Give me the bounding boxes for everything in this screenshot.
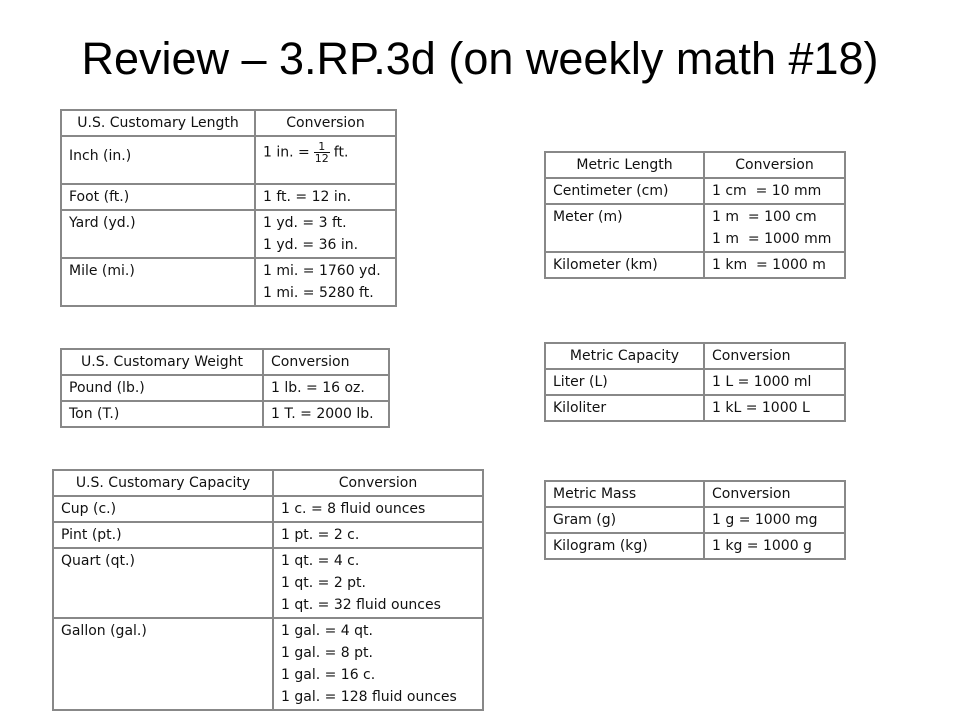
conversion-line: 1 m = 1000 mm [712,231,832,247]
table-header-row [545,343,845,369]
conversion-cell [255,136,396,184]
conversion-line: 1 qt. = 32 fluid ounces [281,597,441,613]
slide-title: Review – 3.RP.3d (on weekly math #18) [81,33,879,84]
table-row [545,369,845,395]
conversion-text: ft. [333,144,349,161]
unit-cell: Meter (m) [545,204,704,252]
unit-cell: Kilometer (km) [545,252,704,278]
table-row [61,375,389,401]
conversion-cell [273,548,483,618]
conversion-line: 1 g = 1000 mg [712,512,818,528]
conversion-cell [704,507,845,533]
unit-cell: Mile (mi.) [61,258,255,306]
table-row [545,533,845,559]
conversion-line: 1 gal. = 4 qt. [281,623,373,639]
column-header: U.S. Customary Weight [61,349,263,375]
unit-cell: Cup (c.) [53,496,273,522]
conversion-line: 1 L = 1000 ml [712,374,812,390]
table-row [61,184,396,210]
conversion-line: 1 T. = 2000 lb. [271,406,374,422]
column-header: Conversion [273,470,483,496]
conversion-line: 1 mi. = 1760 yd. [263,263,381,279]
unit-cell: Inch (in.) [61,136,255,184]
table-header-row [545,152,845,178]
table-row [545,204,845,252]
conversion-cell [263,375,389,401]
column-header: Conversion [255,110,396,136]
us-customary-capacity-table [52,469,484,711]
unit-cell: Pound (lb.) [61,375,263,401]
unit-cell: Ton (T.) [61,401,263,427]
conversion-line: 1 ft. = 12 in. [263,189,352,205]
table-row [545,178,845,204]
conversion-cell [255,210,396,258]
conversion-line: 1 kg = 1000 g [712,538,812,554]
table-row [545,507,845,533]
conversion-text: 1 in. = [263,144,310,161]
unit-cell: Yard (yd.) [61,210,255,258]
column-header: Conversion [704,343,845,369]
table-row [53,548,483,618]
conversion-cell [704,369,845,395]
fraction-denominator: 12 [314,152,329,165]
us-customary-weight-table [60,348,390,428]
unit-cell: Kilogram (kg) [545,533,704,559]
column-header: Conversion [704,481,845,507]
table-header-row [61,349,389,375]
conversion-line: 1 mi. = 5280 ft. [263,285,374,301]
conversion-cell [273,618,483,710]
table-row [61,258,396,306]
table-row [53,618,483,710]
column-header: Metric Capacity [545,343,704,369]
conversion-line: 1 pt. = 2 c. [281,527,360,543]
unit-cell: Liter (L) [545,369,704,395]
conversion-line: 1 gal. = 8 pt. [281,645,373,661]
unit-cell: Gram (g) [545,507,704,533]
column-header: Metric Length [545,152,704,178]
table-header-row [61,110,396,136]
table-row [61,210,396,258]
column-header: Metric Mass [545,481,704,507]
conversion-cell [273,522,483,548]
metric-mass-table [544,480,846,560]
unit-cell: Quart (qt.) [53,548,273,618]
unit-cell: Kiloliter [545,395,704,421]
conversion-line: 1 lb. = 16 oz. [271,380,365,396]
conversion-cell [255,184,396,210]
table-header-row [53,470,483,496]
table-row [61,136,396,184]
conversion-line: 1 cm = 10 mm [712,183,822,199]
table-row [61,401,389,427]
table-row [545,395,845,421]
conversion-cell [704,395,845,421]
fraction-numerator: 1 [314,141,330,153]
column-header: U.S. Customary Length [61,110,255,136]
unit-cell: Centimeter (cm) [545,178,704,204]
metric-capacity-table [544,342,846,422]
conversion-line: 1 yd. = 36 in. [263,237,359,253]
conversion-cell [704,178,845,204]
column-header: Conversion [263,349,389,375]
conversion-line: 1 c. = 8 fluid ounces [281,501,426,517]
metric-length-table [544,151,846,279]
conversion-cell [263,401,389,427]
us-customary-length-table [60,109,397,307]
unit-cell: Foot (ft.) [61,184,255,210]
conversion-line: 1 qt. = 4 c. [281,553,360,569]
conversion-cell [704,204,845,252]
column-header: Conversion [704,152,845,178]
conversion-cell [704,252,845,278]
conversion-line: 1 gal. = 128 fluid ounces [281,689,457,705]
conversion-cell [273,496,483,522]
table-row [545,252,845,278]
unit-cell: Pint (pt.) [53,522,273,548]
conversion-line: 1 yd. = 3 ft. [263,215,347,231]
table-row [53,496,483,522]
unit-cell: Gallon (gal.) [53,618,273,710]
table-row [53,522,483,548]
conversion-cell [255,258,396,306]
fraction [314,141,330,164]
conversion-line: 1 m = 100 cm [712,209,817,225]
conversion-line: 1 km = 1000 m [712,257,826,273]
conversion-line: 1 gal. = 16 c. [281,667,376,683]
conversion-line: 1 kL = 1000 L [712,400,810,416]
conversion-line: 1 qt. = 2 pt. [281,575,366,591]
table-header-row [545,481,845,507]
conversion-cell [704,533,845,559]
column-header: U.S. Customary Capacity [53,470,273,496]
